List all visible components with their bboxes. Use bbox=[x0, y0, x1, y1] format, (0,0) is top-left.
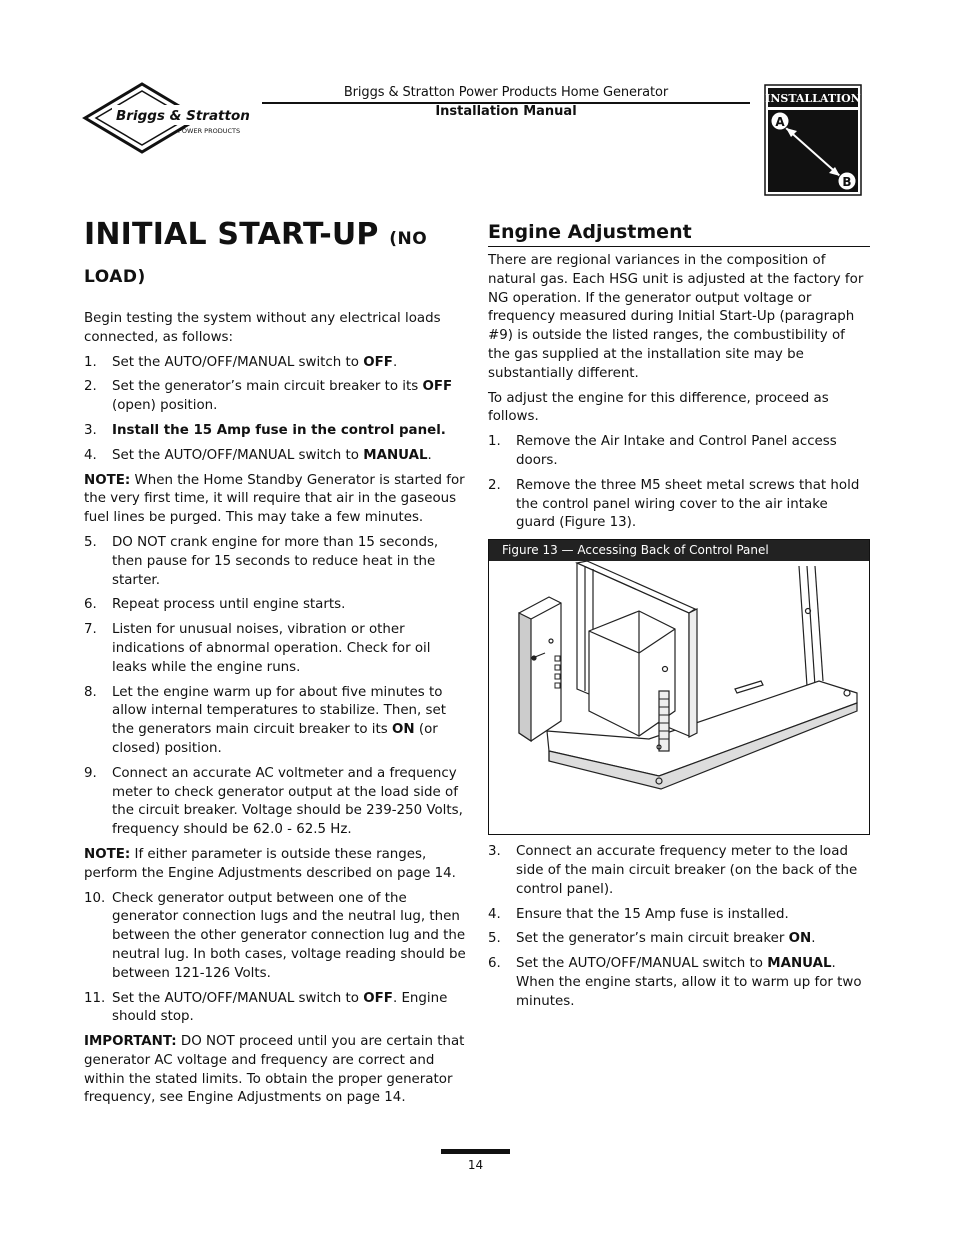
badge-b-label: B bbox=[842, 175, 852, 189]
list-item: 4. Ensure that the 15 Amp fuse is installed. bbox=[488, 906, 789, 922]
header-product-line: Briggs & Stratton Power Products Home Generator bbox=[343, 85, 669, 100]
list-item: 3. Connect an accurate frequency meter to the load side of the main circuit breaker (on the back of the control panel). bbox=[488, 844, 858, 897]
startup-steps bbox=[84, 354, 468, 466]
list-item: 1. Remove the Air Intake and Control Panel access doors. bbox=[488, 434, 837, 468]
list-item: 3. Install the 15 Amp fuse in the control panel. bbox=[84, 422, 446, 438]
list-item: 2. Remove the three M5 sheet metal screws that hold the control panel wiring cover to the air intake guard (Figure 13). bbox=[488, 477, 860, 531]
list-item: 1. Set the AUTO/OFF/MANUAL switch to OFF. bbox=[84, 354, 398, 370]
regional-variance-paragraph: There are regional variances in the composition of natural gas. Each HSG unit is adjusted at the factory for NG operation. If the generator output voltage or frequency measured during Initial Start-Up (paragraph #9) is outside the listed ranges, the combustibility of the gas supplied at the installation site may be substantially different. bbox=[488, 253, 864, 381]
logo-sub-text: POWER PRODUCTS bbox=[178, 127, 241, 135]
section-heading: Engine Adjustment bbox=[488, 221, 692, 243]
badge-title: INSTALLATION bbox=[765, 92, 861, 105]
briggs-stratton-logo bbox=[82, 82, 257, 154]
figure-caption: Figure 13 — Accessing Back of Control Panel bbox=[489, 540, 869, 561]
list-item: 6. Set the AUTO/OFF/MANUAL switch to MANUAL. When the engine starts, allow it to warm up for two minutes. bbox=[488, 956, 862, 1009]
list-item: 9. Connect an accurate AC voltmeter and a frequency meter to check generator output at the load side of the circuit breaker. Voltage should be 239-250 Volts, frequency should be 62.0 - 62.5 Hz. bbox=[84, 765, 463, 838]
list-item: 5. Set the generator’s main circuit breaker ON. bbox=[488, 931, 816, 947]
startup-steps-continued bbox=[84, 534, 468, 840]
section-rule bbox=[488, 246, 870, 247]
adjust-intro-paragraph: To adjust the engine for this difference, proceed as follows. bbox=[488, 390, 829, 425]
title-suffix: (NO LOAD) bbox=[84, 229, 428, 287]
intro-paragraph: Begin testing the system without any electrical loads connected, as follows: bbox=[84, 311, 441, 345]
startup-steps-final bbox=[84, 890, 468, 1028]
list-item: 6. Repeat process until engine starts. bbox=[84, 597, 346, 613]
control-panel-illustration bbox=[489, 561, 869, 834]
logo-brand-text: Briggs & Stratton bbox=[116, 108, 250, 124]
figure-13 bbox=[488, 539, 870, 835]
note-purge: NOTE: When the Home Standby Generator is started for the very first time, it will require that air in the gaseous fuel lines be purged. This may take a few minutes. bbox=[84, 472, 465, 526]
left-column bbox=[84, 218, 468, 1114]
list-item: 2. Set the generator’s main circuit breaker to its OFF (open) position. bbox=[84, 379, 453, 414]
list-item: 10. Check generator output between one of the generator connection lugs and the neutral lug, then between the other generator connection lug and the neutral lug. In both cases, voltage reading should be between 121-126 Volts. bbox=[84, 890, 466, 981]
list-item: 7. Listen for unusual noises, vibration or other indications of abnormal operation. Check for oil leaks while the engine runs. bbox=[84, 622, 431, 675]
adjust-steps bbox=[488, 433, 870, 533]
footer-bar bbox=[441, 1149, 510, 1154]
right-column bbox=[488, 218, 870, 1018]
badge-a-label: A bbox=[775, 115, 785, 129]
page-title bbox=[84, 218, 468, 294]
title-main: INITIAL START-UP bbox=[84, 217, 379, 252]
adjust-steps-continued bbox=[488, 843, 870, 1011]
installation-badge-icon bbox=[764, 84, 862, 196]
page-number: 14 bbox=[467, 1158, 484, 1172]
list-item: 11. Set the AUTO/OFF/MANUAL switch to OFF. Engine should stop. bbox=[84, 990, 448, 1025]
header-manual-title: Installation Manual bbox=[435, 104, 577, 119]
important-note: IMPORTANT: DO NOT proceed until you are certain that generator AC voltage and frequency are correct and within the stated limits. To obtain the proper generator frequency, see Engine Adjustments on page 14. bbox=[84, 1034, 465, 1106]
note-ranges: NOTE: If either parameter is outside these ranges, perform the Engine Adjustments described on page 14. bbox=[84, 846, 456, 881]
list-item: 4. Set the AUTO/OFF/MANUAL switch to MANUAL. bbox=[84, 447, 432, 463]
list-item: 8. Let the engine warm up for about five minutes to allow internal temperatures to stabilize. Then, set the generators main circuit breaker to its ON (or closed) position. bbox=[84, 684, 447, 756]
list-item: 5. DO NOT crank engine for more than 15 seconds, then pause for 15 seconds to reduce heat in the starter. bbox=[84, 534, 439, 588]
